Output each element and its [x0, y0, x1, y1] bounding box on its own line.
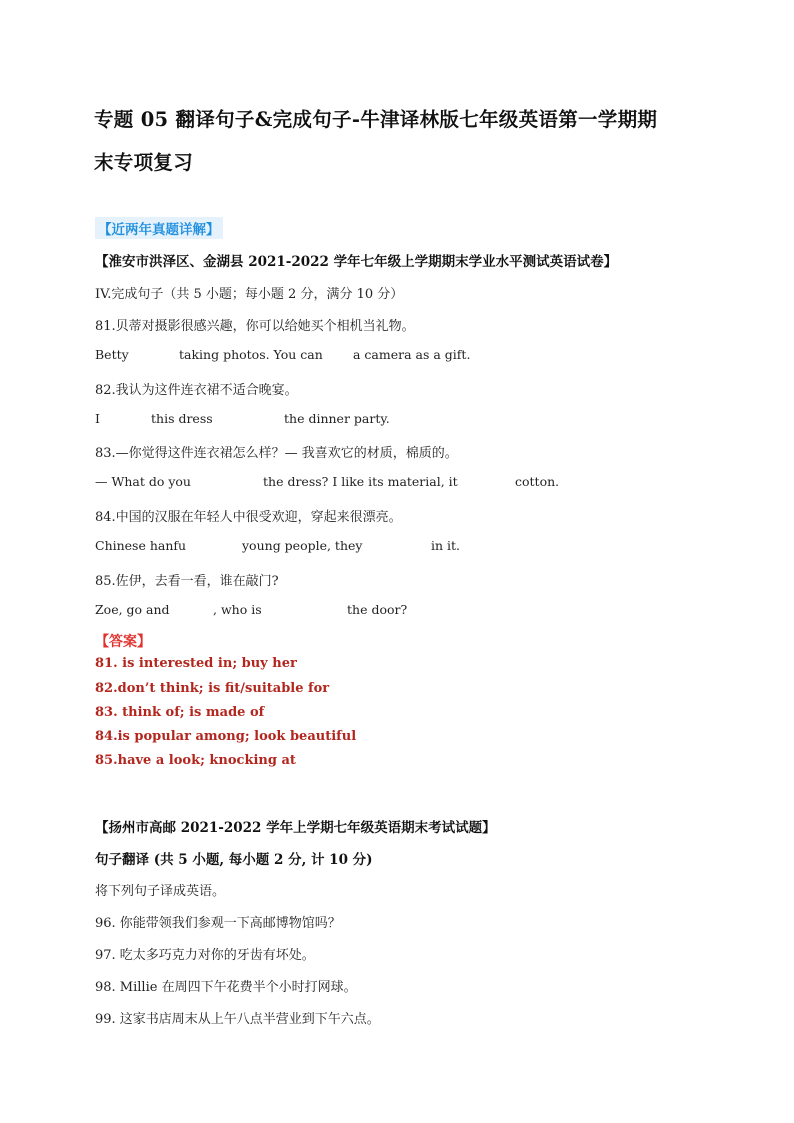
question-85-chinese: 85.佐伊，去看一看，谁在敲门?	[95, 574, 279, 589]
question-81-english-part-2: taking photos. You can	[179, 347, 323, 362]
answer-81: 81. is interested in; buy her	[95, 656, 297, 671]
question-83-english-part-3: cotton.	[515, 474, 560, 489]
question-99: 99. 这家书店周末从上午八点半营业到下午六点。	[95, 1012, 380, 1027]
question-84-chinese: 84.中国的汉服在年轻人中很受欢迎，穿起来很漂亮。	[95, 510, 402, 525]
question-97: 97. 吃太多巧克力对你的牙齿有坏处。	[95, 948, 315, 963]
question-82-english-part-2: this dress	[151, 411, 213, 426]
question-85-english-part-3: the door?	[347, 602, 408, 617]
answer-83: 83. think of; is made of	[95, 705, 265, 720]
question-96: 96. 你能带领我们参观一下高邮博物馆吗？	[95, 916, 341, 931]
question-83-english-part-2: the dress? I like its material, it	[263, 474, 458, 489]
question-84-english-part-1: Chinese hanfu	[95, 538, 187, 553]
document-title-line-1: 专题 05 翻译句子&完成句子-牛津译林版七年级英语第一学期期	[94, 108, 658, 131]
question-81-chinese: 81.贝蒂对摄影很感兴趣，你可以给她买个相机当礼物。	[95, 319, 415, 334]
question-85-english-part-2: , who is	[213, 602, 262, 617]
question-82-english-part-1: I	[95, 411, 100, 426]
question-98: 98. Millie 在周四下午花费半个小时打网球。	[95, 980, 357, 995]
document-title-line-2: 末专项复习	[94, 151, 194, 174]
question-82-chinese: 82.我认为这件连衣裙不适合晚宴。	[95, 383, 298, 398]
question-85-english-part-1: Zoe, go and	[95, 602, 170, 617]
question-84-english-part-2: young people, they	[242, 538, 363, 553]
question-84-english-part-3: in it.	[431, 538, 461, 553]
question-83-english-part-1: — What do you	[95, 474, 191, 489]
part2-heading: 句子翻译 (共 5 小题, 每小题 2 分, 计 10 分)	[95, 852, 373, 868]
answer-heading: 【答案】	[95, 634, 151, 650]
question-81-english-part-1: Betty	[95, 347, 129, 362]
exam-source-1: 【淮安市洪泽区、金湖县 2021-2022 学年七年级上学期期末学业水平测试英语试卷】	[95, 254, 618, 270]
answer-84: 84.is popular among; look beautiful	[95, 729, 357, 744]
question-83-chinese: 83.—你觉得这件连衣裙怎么样？— 我喜欢它的材质，棉质的。	[95, 446, 458, 461]
part1-heading: IV.完成句子（共 5 小题；每小题 2 分，满分 10 分）	[95, 287, 404, 302]
part2-instruction: 将下列句子译成英语。	[95, 884, 226, 899]
question-81-english-part-3: a camera as a gift.	[353, 347, 471, 362]
section-tag: 【近两年真题详解】	[95, 217, 223, 239]
answer-82: 82.don’t think; is fit/suitable for	[95, 681, 330, 696]
answer-85: 85.have a look; knocking at	[95, 753, 296, 768]
exam-source-2: 【扬州市高邮 2021-2022 学年上学期七年级英语期末考试试题】	[95, 820, 496, 836]
question-82-english-part-3: the dinner party.	[284, 411, 390, 426]
